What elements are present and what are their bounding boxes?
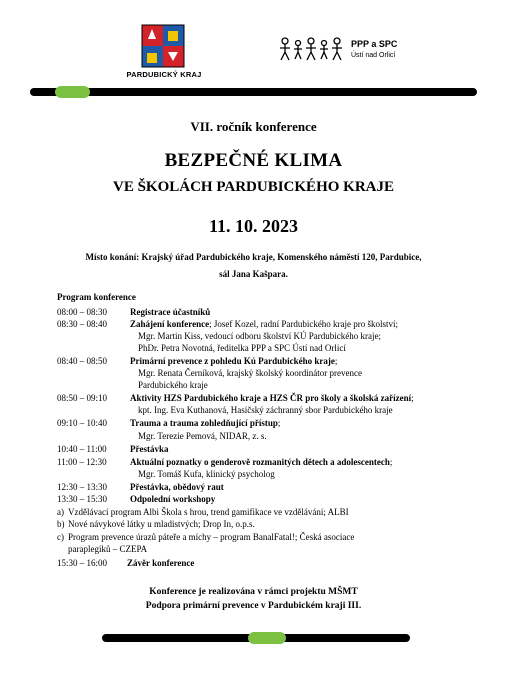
program-detail: ; bbox=[334, 356, 338, 366]
workshop-text: Nové návykové látky u mladistvých; Drop In, o.p.s. bbox=[68, 519, 255, 529]
venue-line-1: Místo konání: Krajský úřad Pardubického kraje, Komenského náměstí 120, Pardubice, bbox=[85, 252, 422, 262]
venue-line-2: sál Jana Kašpara. bbox=[219, 269, 288, 279]
program-detail: Mgr. Terezie Pemová, NIDAR, z. s. bbox=[138, 431, 267, 441]
bottom-decorative-bar bbox=[102, 631, 410, 645]
program-detail: Mgr. Martin Kiss, vedoucí odboru školství KÚ Pardubického kraje; bbox=[138, 331, 381, 341]
program-detail: Pardubického kraje bbox=[138, 380, 208, 390]
program-detail: ; bbox=[411, 393, 414, 403]
program-time: 08:30 – 08:40 bbox=[57, 319, 108, 329]
program-time: 13:30 – 15:30 bbox=[57, 494, 108, 504]
ppp-spc-figures-logo bbox=[279, 36, 343, 62]
conference-date: 11. 10. 2023 bbox=[208, 216, 298, 236]
program-title: Zahájení konference bbox=[130, 319, 210, 329]
program-detail: Mgr. Renata Černíková, krajský školský koordinátor prevence bbox=[138, 368, 362, 378]
footer-line-2: Podpora primární prevence v Pardubickém kraji III. bbox=[145, 601, 362, 611]
title-line-1: BEZPEČNÉ KLIMA bbox=[164, 150, 343, 171]
program-detail: ; Josef Kozel, radní Pardubického kraje pro školství; bbox=[209, 319, 399, 329]
program-detail: ; bbox=[277, 418, 281, 428]
program-heading: Program konference bbox=[57, 292, 136, 302]
workshop-letter: b) bbox=[57, 519, 65, 529]
edition-heading: VII. ročník konference bbox=[190, 119, 317, 134]
program-time: 08:00 – 08:30 bbox=[57, 307, 108, 317]
top-decorative-bar bbox=[30, 85, 477, 99]
program-title: Závěr konference bbox=[127, 558, 195, 568]
program-title: Aktuální poznatky o genderově rozmanitých dětech a adolescentech bbox=[130, 457, 390, 467]
program-detail: Mgr. Tomáš Kufa, klinický psycholog bbox=[138, 469, 275, 479]
program-time: 08:40 – 08:50 bbox=[57, 356, 108, 366]
program-detail: ; bbox=[389, 457, 393, 467]
program-time: 12:30 – 13:30 bbox=[57, 482, 108, 492]
title-line-2: VE ŠKOLÁCH PARDUBICKÉHO KRAJE bbox=[112, 179, 394, 195]
program-time: 15:30 – 16:00 bbox=[57, 558, 108, 568]
program-detail: kpt. Ing. Eva Kuthanová, Hasičský záchranný sbor Pardubického kraje bbox=[138, 405, 393, 415]
program-title: Přestávka bbox=[130, 444, 169, 454]
program-title: Registrace účastníků bbox=[130, 307, 211, 317]
workshop-letter: c) bbox=[57, 532, 64, 542]
workshop-text: Program prevence úrazů páteře a míchy – program BanalFatal!; Česká asociace bbox=[68, 532, 355, 542]
program-title: Aktivity HZS Pardubického kraje a HZS ČR pro školy a školská zařízení bbox=[130, 393, 412, 403]
ppp-spc-name: PPP a SPC bbox=[351, 39, 398, 49]
region-name: PARDUBICKÝ KRAJ bbox=[126, 70, 202, 79]
pardubice-region-crest-logo bbox=[140, 23, 186, 69]
program-time: 09:10 – 10:40 bbox=[57, 418, 108, 428]
ppp-spc-city: Ústí nad Orlicí bbox=[351, 52, 396, 59]
program-title: Přestávka, obědový raut bbox=[130, 482, 224, 492]
program-title: Primární prevence z pohledu Kú Pardubického kraje bbox=[130, 356, 335, 366]
program-title: Trauma a trauma zohledňující přístup bbox=[130, 418, 278, 428]
program-time: 11:00 – 12:30 bbox=[57, 457, 107, 467]
workshop-text-continued: paraplegiků – CZEPA bbox=[68, 544, 148, 554]
program-time: 08:50 – 09:10 bbox=[57, 393, 108, 403]
program-detail: PhDr. Petra Novotná, ředitelka PPP a SPC Ústí nad Orlicí bbox=[138, 343, 346, 353]
workshop-letter: a) bbox=[57, 507, 64, 517]
footer-line-1: Konference je realizována v rámci projektu MŠMT bbox=[149, 587, 358, 597]
program-title: Odpolední workshopy bbox=[130, 494, 216, 504]
program-time: 10:40 – 11:00 bbox=[57, 444, 107, 454]
workshop-text: Vzdělávací program Albi Škola s hrou, trend gamifikace ve vzdělávání; ALBI bbox=[68, 507, 349, 517]
